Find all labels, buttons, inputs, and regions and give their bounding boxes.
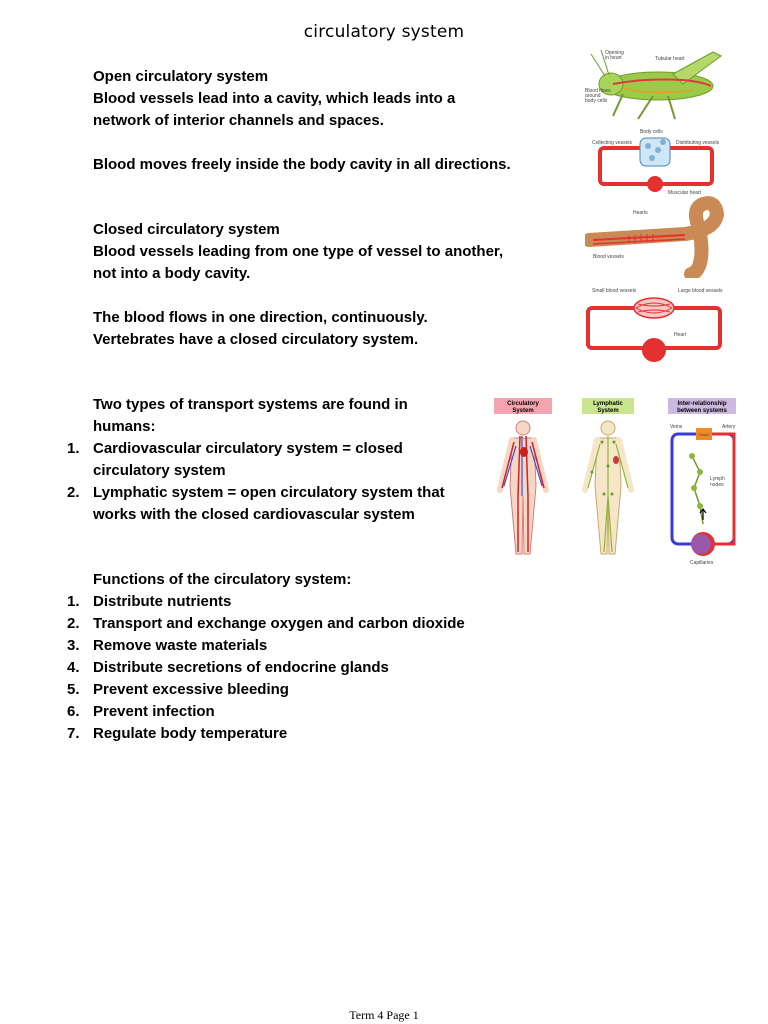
closed-line-1: Blood vessels leading from one type of vessel to another,: [93, 243, 504, 260]
page-title: circulatory system: [303, 22, 465, 42]
svg-text:Opening: Opening: [605, 50, 624, 56]
list-item: 4. Distribute secretions of endocrine glands: [67, 659, 389, 676]
open-loop-illustration: [600, 138, 712, 192]
svg-text:Hearts: Hearts: [633, 210, 648, 216]
circulatory-human-illustration: [500, 421, 546, 554]
svg-text:Veins: Veins: [670, 424, 683, 430]
svg-text:Blood vessels: Blood vessels: [593, 254, 624, 260]
open-loop-figure: [588, 128, 723, 196]
svg-text:Lymph: Lymph: [710, 476, 725, 482]
list-item: 1. Cardiovascular circulatory system = closed circulatory system: [67, 440, 403, 479]
closed-heading: Closed circulatory system: [93, 221, 280, 238]
list-item: 6. Prevent infection: [67, 703, 215, 720]
transport-section: [67, 394, 445, 526]
list-item: 2. Transport and exchange oxygen and carbon dioxide: [67, 615, 465, 632]
list-item: 1. Distribute nutrients: [67, 593, 232, 610]
svg-text:body cells: body cells: [585, 98, 608, 104]
svg-text:Artery: Artery: [722, 424, 736, 430]
svg-text:Circulatory: Circulatory: [507, 401, 539, 407]
closed-system-section: [93, 219, 503, 351]
svg-text:Capillaries: Capillaries: [690, 560, 714, 566]
open-line-1: Blood vessels lead into a cavity, which leads into a: [93, 90, 456, 107]
svg-text:Tubular heart: Tubular heart: [655, 56, 685, 62]
list-item: 3. Remove waste materials: [67, 637, 268, 654]
functions-section: [67, 569, 465, 745]
closed-line-3: The blood flows in one direction, continuously.: [93, 309, 428, 326]
open-line-3: Blood moves freely inside the body cavity in all directions.: [93, 156, 511, 173]
svg-text:nodes: nodes: [710, 482, 724, 488]
svg-text:Inter-relationship: Inter-relationship: [677, 401, 727, 407]
svg-text:Large blood vessels: Large blood vessels: [678, 288, 723, 294]
functions-heading: Functions of the circulatory system:: [93, 571, 352, 588]
svg-text:Distributing vessels: Distributing vessels: [676, 140, 720, 146]
human-systems-figure: [490, 396, 740, 568]
transport-line-2: humans:: [93, 418, 156, 435]
closed-line-4: Vertebrates have a closed circulatory system.: [93, 331, 419, 348]
svg-text:Small blood vessels: Small blood vessels: [592, 288, 637, 294]
list-item: 5. Prevent excessive bleeding: [67, 681, 289, 698]
svg-text:Heart: Heart: [699, 432, 709, 437]
inter-relationship-illustration: [672, 428, 734, 556]
page-footer: Term 4 Page 1: [349, 1008, 419, 1022]
lymphatic-human-illustration: [585, 421, 631, 554]
svg-text:Blood flows: Blood flows: [585, 88, 611, 94]
open-line-2: network of interior channels and spaces.: [93, 112, 384, 129]
earthworm-illustration: [589, 203, 717, 274]
closed-loop-figure: [582, 286, 726, 366]
grasshopper-figure: [583, 44, 733, 124]
svg-text:Lymphatic: Lymphatic: [593, 401, 623, 407]
closed-line-2: not into a body cavity.: [93, 265, 251, 282]
open-system-section: [93, 66, 511, 176]
svg-text:Heart: Heart: [674, 332, 687, 338]
closed-loop-illustration: [588, 298, 720, 362]
svg-text:Body cells: Body cells: [640, 129, 663, 135]
svg-text:System: System: [597, 408, 619, 414]
svg-text:System: System: [512, 408, 534, 414]
earthworm-figure: [585, 196, 725, 278]
list-item: 7. Regulate body temperature: [67, 725, 288, 742]
svg-text:in heart: in heart: [605, 55, 622, 61]
svg-text:around: around: [585, 93, 601, 99]
open-heading: Open circulatory system: [93, 68, 269, 85]
svg-text:Muscular heart: Muscular heart: [668, 190, 702, 196]
transport-line-1: Two types of transport systems are found in: [93, 396, 408, 413]
list-item: 2. Lymphatic system = open circulatory system that works with the closed cardiovascular system: [67, 484, 445, 523]
svg-text:between systems: between systems: [677, 408, 727, 414]
svg-text:Collecting vessels: Collecting vessels: [592, 140, 633, 146]
